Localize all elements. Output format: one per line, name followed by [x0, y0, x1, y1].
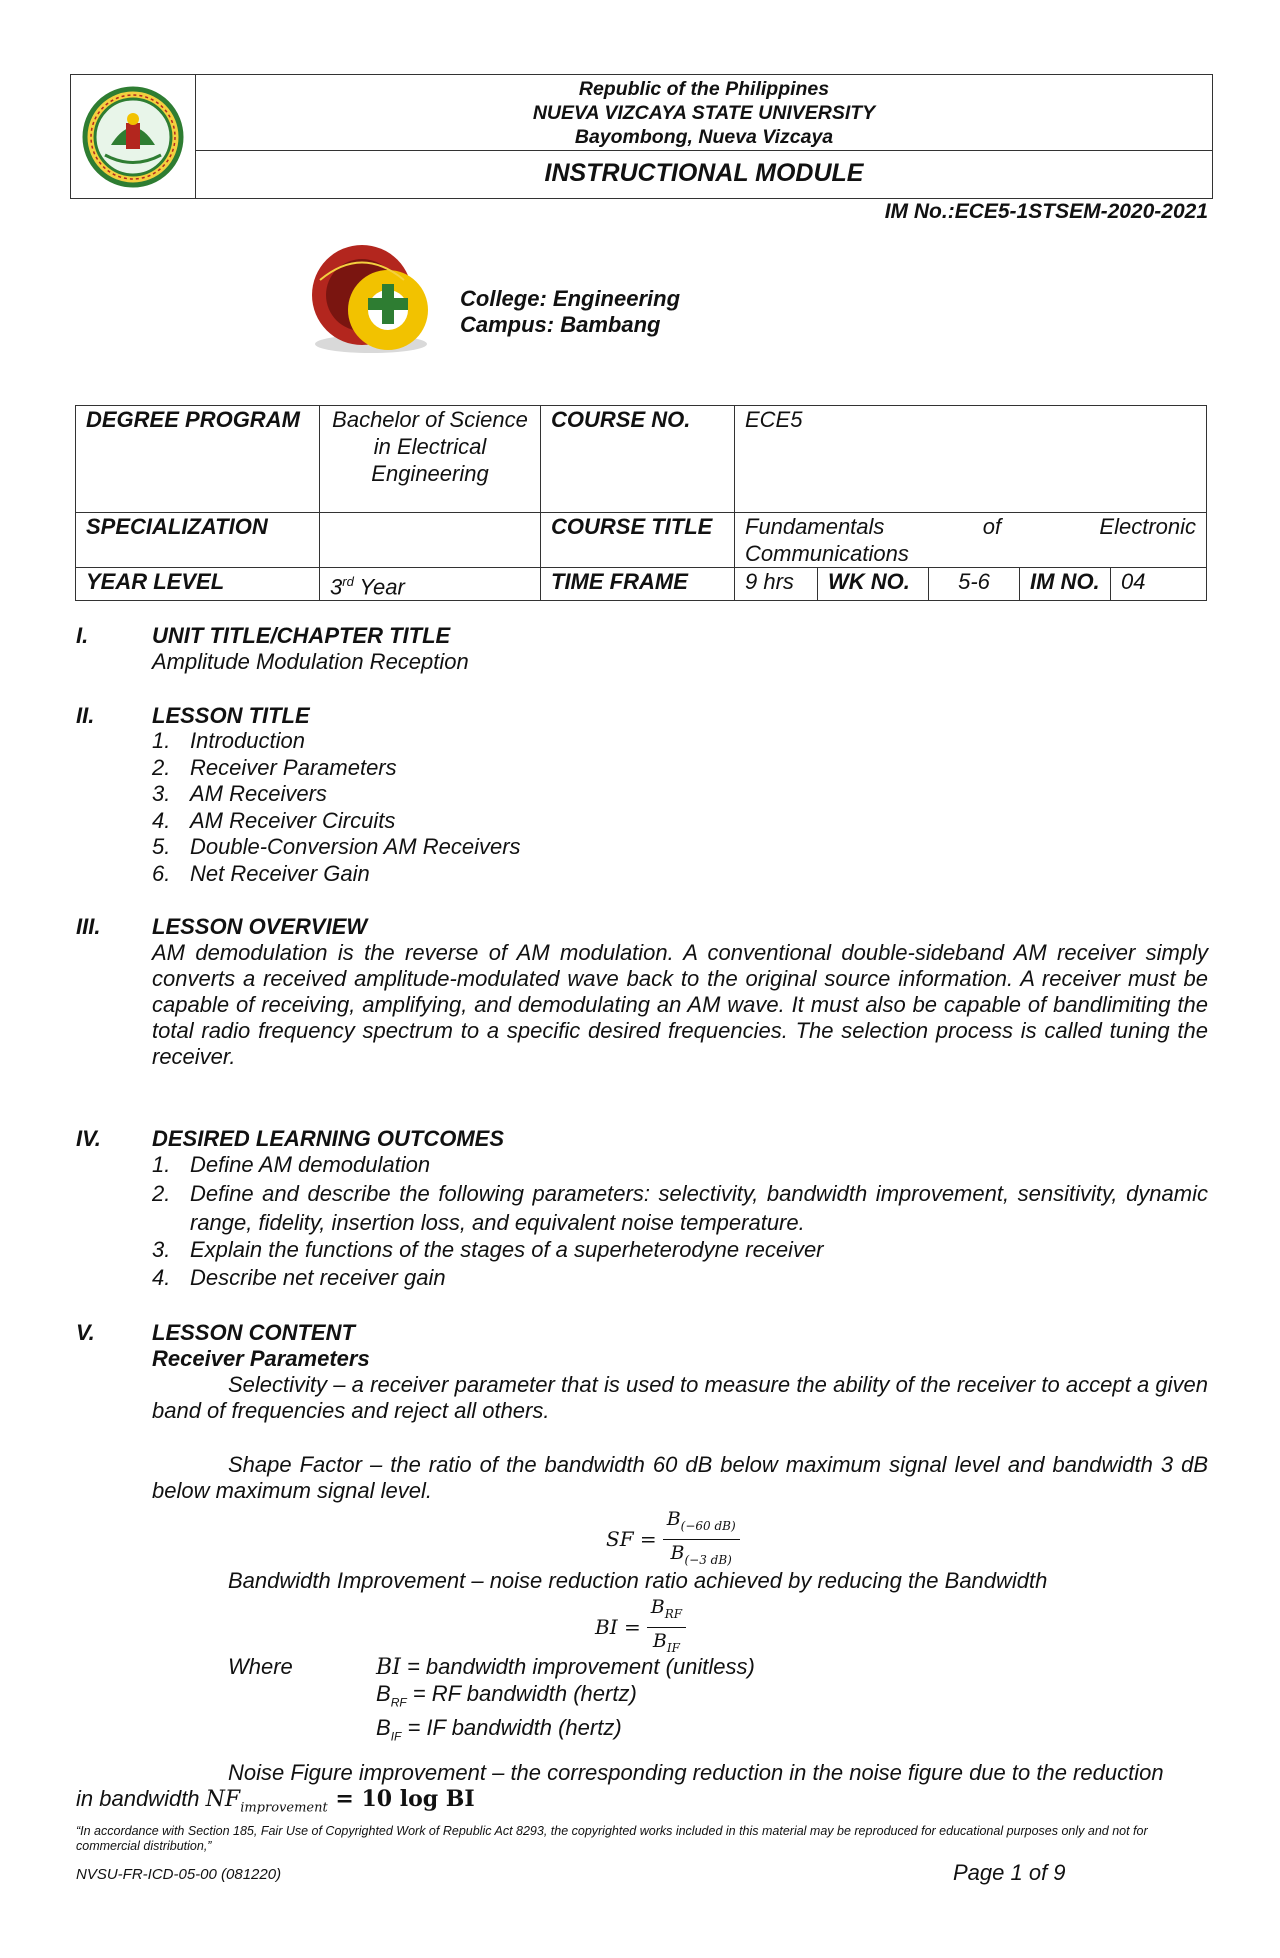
item-text: Describe net receiver gain	[190, 1265, 446, 1290]
item-number: 3.	[152, 1236, 171, 1262]
noise-figure-line: Noise Figure improvement – the corresponding reduction in the noise figure due to the reduction	[228, 1760, 1164, 1785]
definition-subscript: RF	[390, 1695, 407, 1710]
where-definitions	[376, 1654, 755, 1750]
item-number: 5.	[152, 834, 171, 859]
definition-symbol: B	[376, 1681, 391, 1706]
im-number: IM No.:ECE5-1STSEM-2020-2021	[884, 200, 1208, 223]
formula-fraction	[663, 1506, 740, 1573]
definition-subscript: IF	[390, 1729, 402, 1744]
section-4-number: IV.	[76, 1126, 101, 1151]
numerator-symbol: B	[650, 1596, 665, 1618]
item-number: 2.	[152, 1180, 171, 1206]
course-title-word: Fundamentals	[745, 514, 885, 539]
formula-numerator	[647, 1594, 686, 1628]
specialization-value	[320, 513, 541, 568]
list-item	[152, 1179, 1208, 1237]
section-2-number: II.	[76, 703, 95, 728]
list-item	[152, 728, 521, 755]
time-frame-label: TIME FRAME	[541, 568, 735, 601]
definition-text: = bandwidth improvement (unitless)	[400, 1654, 755, 1679]
course-title-label: COURSE TITLE	[541, 513, 735, 568]
item-text: AM Receivers	[190, 781, 327, 806]
item-text: Explain the functions of the stages of a superheterodyne receiver	[190, 1236, 824, 1262]
table-row	[76, 406, 1207, 513]
definition-text: = IF bandwidth (hertz)	[401, 1715, 622, 1741]
definition-bif	[376, 1715, 755, 1749]
shape-factor-text: Shape Factor – the ratio of the bandwidth 60 dB below maximum signal level and bandwidth 3 dB below maximum signal level.	[152, 1452, 1208, 1503]
list-item	[152, 861, 521, 888]
where-label: Where	[228, 1654, 293, 1679]
list-item	[152, 808, 521, 835]
noise-figure-formula-line	[76, 1786, 1208, 1821]
section-1-title: UNIT TITLE/CHAPTER TITLE	[152, 623, 451, 648]
item-text: Define AM demodulation	[190, 1152, 431, 1177]
year-suffix: rd	[342, 574, 354, 589]
year-level-label: YEAR LEVEL	[76, 568, 320, 601]
time-frame-value: 9 hrs	[735, 568, 818, 601]
list-item	[152, 1263, 1208, 1292]
im-no-value: 04	[1111, 568, 1207, 601]
item-text: Receiver Parameters	[190, 754, 397, 780]
wk-no-label: WK NO.	[818, 568, 929, 601]
shape-factor-formula	[606, 1506, 740, 1573]
definition-symbol: B	[376, 1715, 391, 1741]
item-number: 6.	[152, 860, 171, 886]
list-item	[152, 1152, 1208, 1179]
section-4-title: DESIRED LEARNING OUTCOMES	[152, 1126, 505, 1151]
nf-symbol: NF	[205, 1787, 241, 1812]
header-institution	[196, 75, 1212, 151]
copyright-disclaimer: “In accordance with Section 185, Fair Use of Copyrighted Work of Republic Act 8293, the copyrighted works included in this material may be reproduced for educational purposes only and not for commercial distribution,”	[76, 1824, 1148, 1853]
learning-outcomes-list	[152, 1152, 1208, 1292]
course-title-word: Communications	[745, 541, 909, 566]
item-number: 3.	[152, 781, 171, 806]
table-row	[76, 513, 1207, 568]
definition-bi	[376, 1654, 755, 1681]
year-number: 3	[330, 574, 343, 600]
formula-numerator	[663, 1506, 740, 1540]
degree-program-label: DEGREE PROGRAM	[76, 406, 320, 513]
numerator-symbol: B	[666, 1508, 681, 1530]
course-no-label: COURSE NO.	[541, 406, 735, 513]
course-title-value	[735, 513, 1207, 568]
list-item	[152, 755, 521, 782]
year-word: Year	[359, 574, 405, 600]
item-text: Introduction	[190, 728, 305, 753]
degree-program-value: Bachelor of Science in Electrical Engineering	[320, 406, 541, 513]
definition-brf	[376, 1681, 755, 1715]
form-code: NVSU-FR-ICD-05-00 (081220)	[76, 1866, 282, 1883]
numerator-subscript: RF	[664, 1606, 683, 1621]
university-seal-logo	[71, 75, 195, 198]
university-location: Bayombong, Nueva Vizcaya	[574, 126, 834, 148]
item-text: Net Receiver Gain	[190, 860, 370, 886]
numerator-subscript: (−60 dB)	[680, 1518, 736, 1533]
denominator-subscript: (−3 dB)	[684, 1552, 732, 1567]
noise-figure-text	[76, 1760, 1208, 1821]
section-1-number: I.	[76, 623, 89, 648]
item-text: AM Receiver Circuits	[190, 807, 396, 833]
section-3-number: III.	[76, 914, 101, 939]
formula-fraction	[647, 1594, 686, 1661]
im-no-label: IM NO.	[1020, 568, 1111, 601]
section-5-title: LESSON CONTENT	[152, 1320, 355, 1345]
wk-no-value: 5-6	[929, 568, 1020, 601]
section-5-number: V.	[76, 1320, 95, 1345]
nf-subscript: improvement	[240, 1800, 328, 1816]
university-seal-cell	[71, 75, 196, 198]
section-3-title: LESSON OVERVIEW	[152, 914, 368, 939]
item-number: 4.	[152, 807, 171, 833]
list-item	[152, 781, 521, 808]
item-text: Define and describe the following parameters: selectivity, bandwidth improvement, sensitivity, dynamic range, fidelity, insertion loss, and equivalent noise temperature.	[190, 1180, 1208, 1235]
course-no-value: ECE5	[735, 406, 1207, 513]
unit-title: Amplitude Modulation Reception	[152, 649, 469, 674]
specialization-label: SPECIALIZATION	[76, 513, 320, 568]
item-text: Double-Conversion AM Receivers	[190, 834, 521, 859]
bandwidth-improvement-text: Bandwidth Improvement – noise reduction ratio achieved by reducing the Bandwidth	[228, 1568, 1048, 1593]
denominator-subscript: IF	[666, 1640, 680, 1655]
receiver-parameters-subtitle: Receiver Parameters	[152, 1346, 370, 1371]
item-number: 2.	[152, 754, 171, 780]
course-info-table	[75, 405, 1207, 601]
module-title: INSTRUCTIONAL MODULE	[544, 159, 864, 187]
republic-line: Republic of the Philippines	[578, 78, 830, 100]
table-row	[76, 568, 1207, 601]
header-box	[70, 74, 1213, 199]
page-number: Page 1 of 9	[953, 1860, 1066, 1885]
bandwidth-improvement-formula	[595, 1594, 686, 1661]
item-number: 1.	[152, 728, 171, 753]
campus-name: Campus: Bambang	[460, 312, 661, 337]
college-engineering-logo	[300, 240, 442, 358]
course-title-word: Electronic	[1099, 514, 1196, 539]
nf-rhs: = 10 log BI	[327, 1786, 475, 1812]
section-2-title: LESSON TITLE	[152, 703, 310, 728]
denominator-symbol: B	[670, 1541, 685, 1564]
noise-figure-lead: in bandwidth	[76, 1786, 200, 1811]
formula-lhs: SF =	[606, 1527, 657, 1552]
lesson-title-list	[152, 728, 521, 887]
definition-text: = RF bandwidth (hertz)	[406, 1681, 637, 1706]
lesson-overview-text: AM demodulation is the reverse of AM modulation. A conventional double-sideband AM receiver simply converts a received amplitude-modulated wave back to the original source information. A receiver must be capable of receiving, amplifying, and demodulating an AM wave. It must also be capable of bandlimiting the total radio frequency spectrum to a specific desired frequencies. The selection process is called tuning the receiver.	[152, 940, 1208, 1069]
item-number: 1.	[152, 1152, 171, 1177]
university-name: NUEVA VIZCAYA STATE UNIVERSITY	[532, 102, 876, 124]
list-item	[152, 1237, 1208, 1264]
college-info	[460, 286, 680, 338]
selectivity-text: Selectivity – a receiver parameter that is used to measure the ability of the receiver to accept a given band of frequencies and reject all others.	[152, 1372, 1208, 1423]
item-number: 4.	[152, 1265, 171, 1290]
year-level-value	[320, 568, 541, 601]
list-item	[152, 834, 521, 861]
definition-symbol: BI	[376, 1655, 401, 1680]
denominator-symbol: B	[652, 1629, 667, 1652]
college-name: College: Engineering	[460, 286, 681, 311]
course-title-word: of	[982, 514, 1002, 539]
formula-lhs: BI =	[595, 1615, 641, 1640]
